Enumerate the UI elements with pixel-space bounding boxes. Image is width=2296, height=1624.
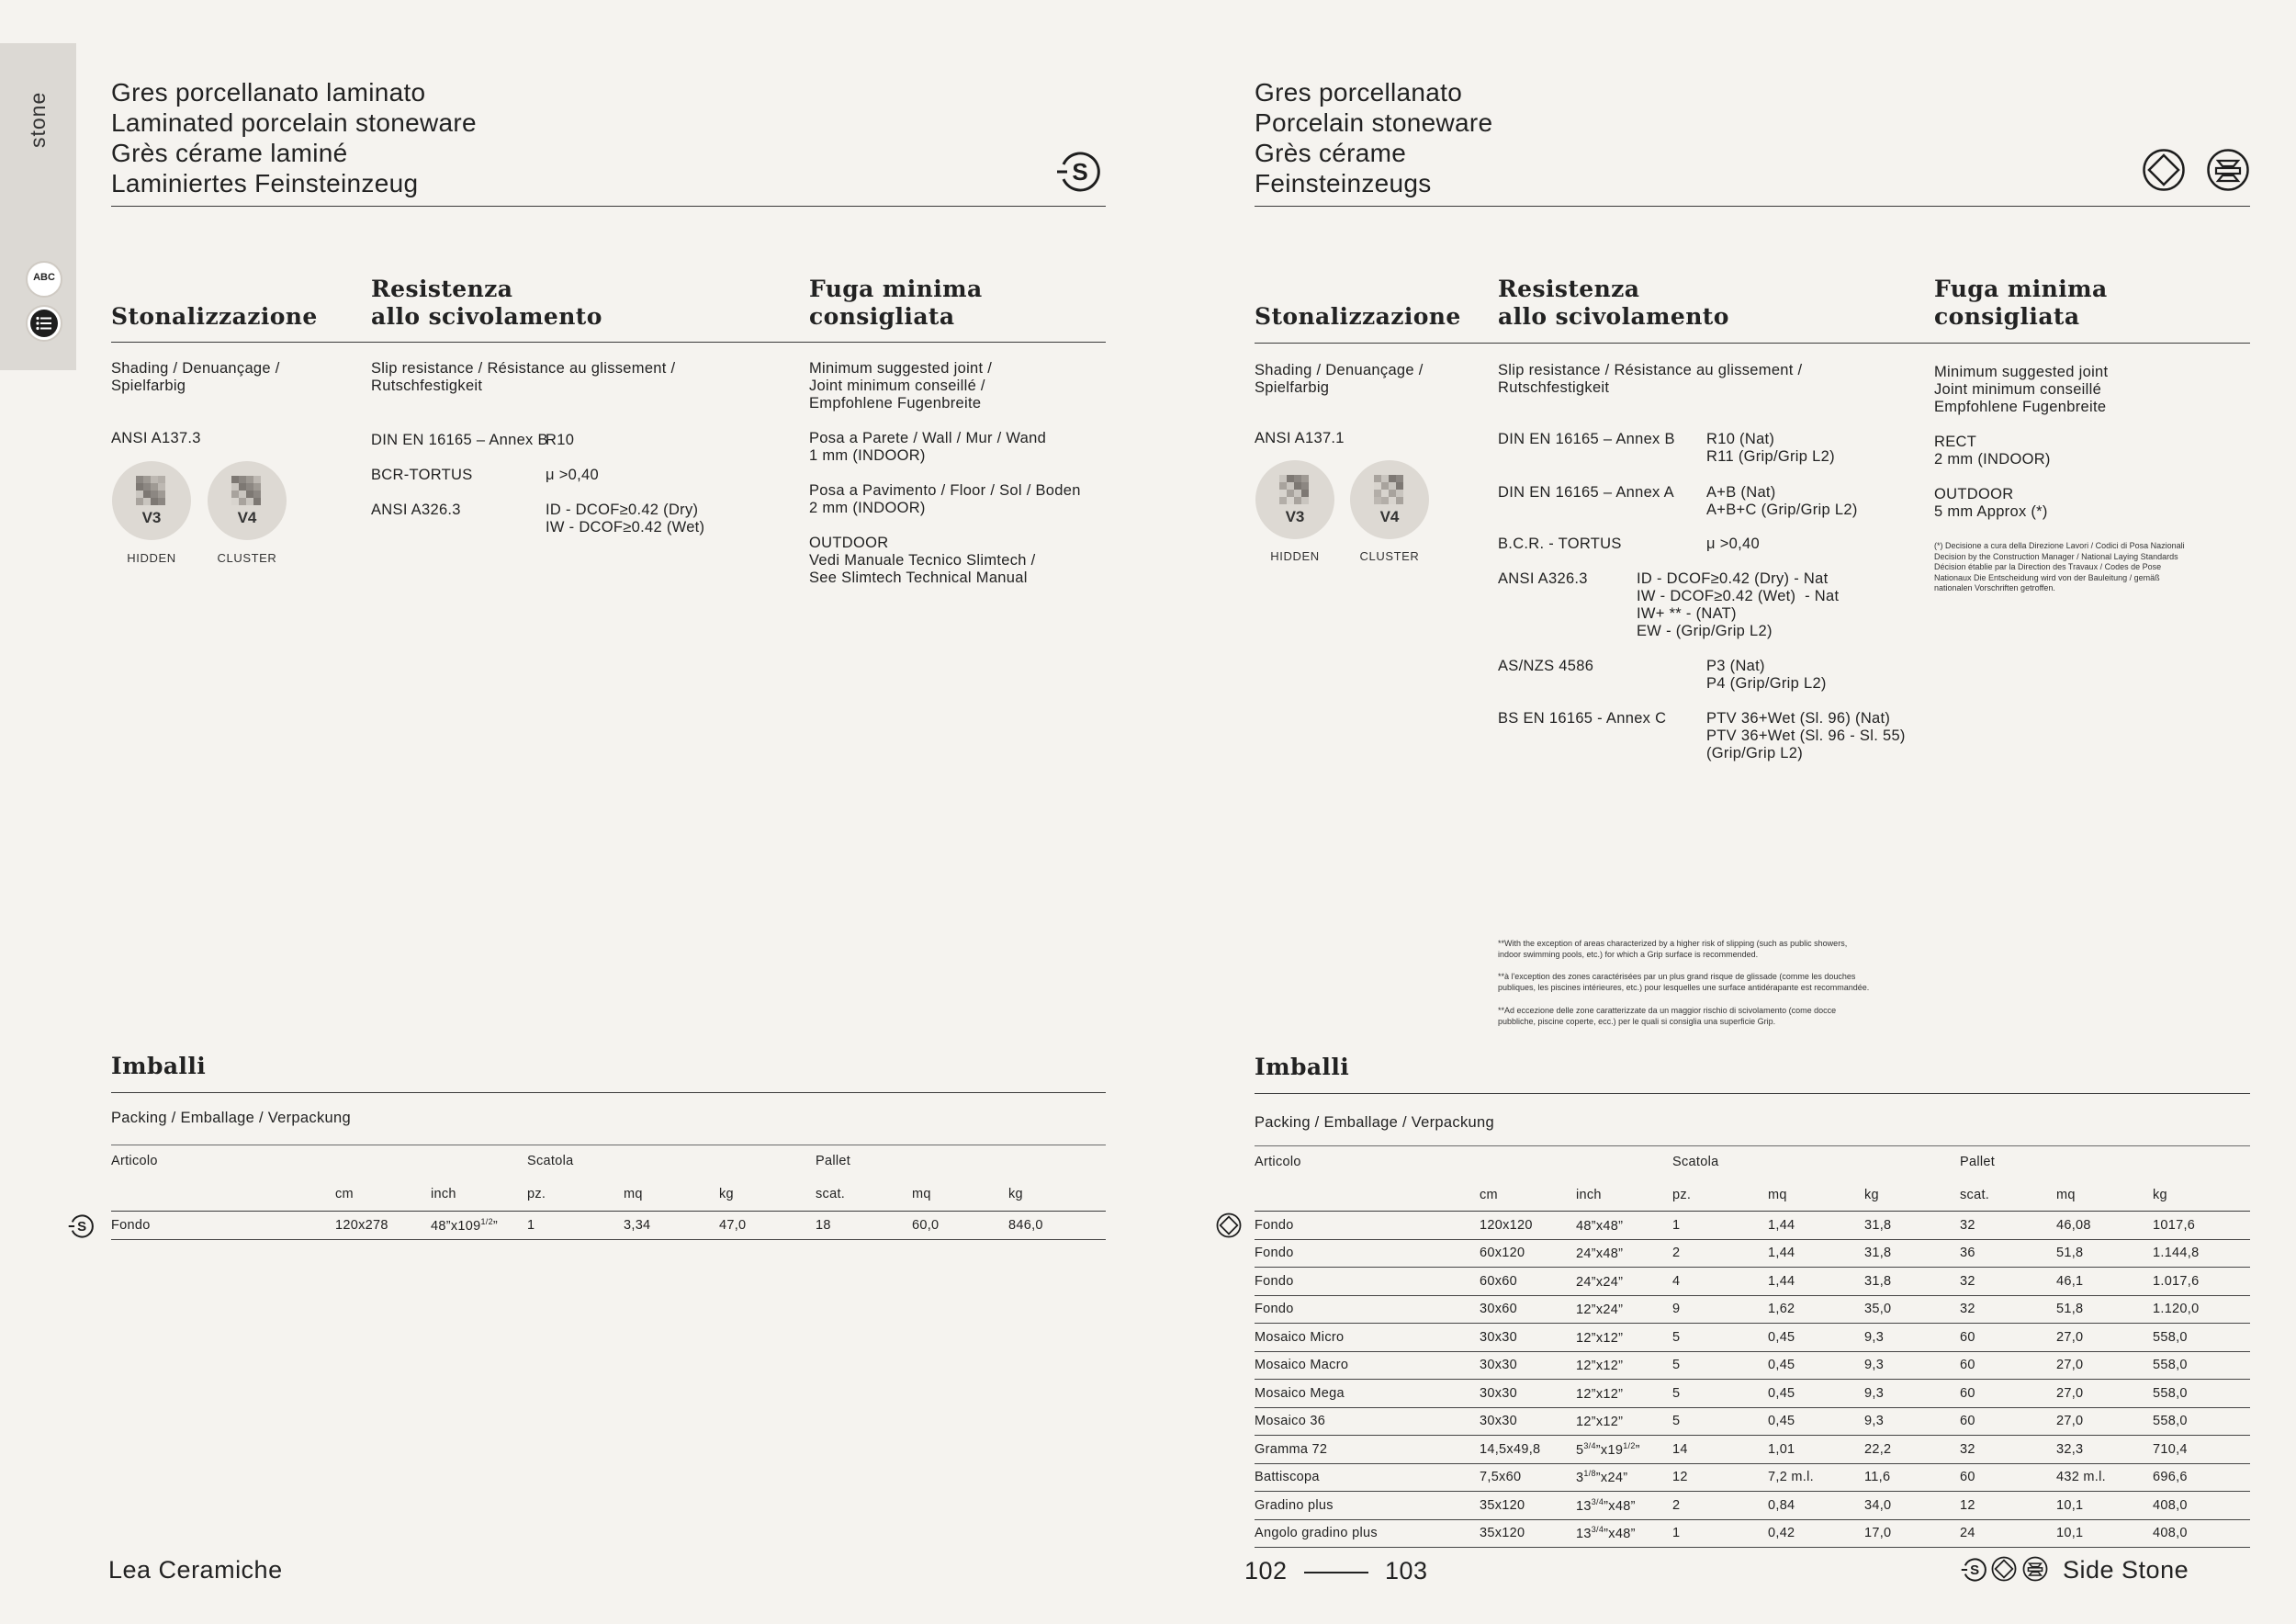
left-ansi-label: ANSI A137.3: [111, 430, 201, 446]
mosaic-icon: [231, 476, 261, 505]
cell-cm: 35x120: [1480, 1519, 1576, 1548]
left-title-en: Laminated porcelain stoneware: [111, 108, 477, 137]
cell-scat: 24: [1960, 1519, 2056, 1548]
slimtech-icon: [67, 1212, 95, 1240]
right-footnote-fr: **à l'exception des zones caractérisées par un plus grand risque de glissade (comme les douches publiques, les piscines intérieures, etc.) pour lesquelles une surface antidérapante est recommandée.: [1498, 972, 1870, 992]
cell-pallet-kg: 846,0: [1008, 1212, 1106, 1239]
svg-text:S: S: [77, 1219, 87, 1235]
page-number-right: 103: [1385, 1557, 1428, 1585]
cell-mq: 1,62: [1768, 1295, 1864, 1324]
cell-article: Mosaico Micro: [1255, 1324, 1480, 1352]
cell-mq: 0,45: [1768, 1380, 1864, 1408]
cell-pz: 4: [1672, 1268, 1768, 1296]
left-h-kg: kg: [719, 1187, 734, 1201]
right-heading-joint-2: consigliata: [1934, 303, 2080, 330]
cell-kg: 9,3: [1864, 1380, 1960, 1408]
cell-pallet-kg: 558,0: [2153, 1351, 2250, 1380]
right-col-pallet: Pallet: [1960, 1155, 1996, 1169]
side-tab-label: stone: [26, 91, 50, 148]
cell-pallet-mq: 27,0: [2056, 1380, 2153, 1408]
table-row: [1255, 1239, 2250, 1268]
cell-article: Battiscopa: [1255, 1463, 1480, 1492]
table-row: [1255, 1407, 2250, 1436]
right-swatch-v4: V4: [1350, 460, 1429, 539]
left-h-scat: scat.: [816, 1187, 846, 1201]
cell-pz: 5: [1672, 1380, 1768, 1408]
cell-pallet-kg: 558,0: [2153, 1324, 2250, 1352]
right-h-mq: mq: [1768, 1188, 1787, 1202]
cell-kg: 31,8: [1864, 1212, 1960, 1239]
cell-mq: 0,45: [1768, 1351, 1864, 1380]
cell-cm: 30x60: [1480, 1295, 1576, 1324]
cell-inch: $48”x109^{1/2}$”: [431, 1212, 527, 1239]
cell-pallet-kg: 710,4: [2153, 1436, 2250, 1464]
left-packing-title: Imballi: [111, 1053, 207, 1079]
table-row: [111, 1212, 1106, 1239]
cell-inch: $13^{3/4}”x48$”: [1576, 1519, 1672, 1548]
cell-scat: 32: [1960, 1295, 2056, 1324]
cell-scat: 18: [816, 1212, 912, 1239]
cell-mq: 1,44: [1768, 1268, 1864, 1296]
right-slip-value-0: R10 (Nat) R11 (Grip/Grip L2): [1706, 431, 1835, 465]
mosaic-icon: [1279, 475, 1309, 504]
cell-scat: 32: [1960, 1268, 2056, 1296]
cell-pallet-kg: 1.144,8: [2153, 1239, 2250, 1268]
diamond-icon: [2142, 148, 2186, 192]
right-slip-value-2: μ >0,40: [1706, 536, 1760, 552]
right-footnote-it: **Ad eccezione delle zone caratterizzate da un maggior rischio di scivolamento (come docce pubbliche, piscine coperte, ecc.) per le quali si consiglia una superficie Grip.: [1498, 1006, 1837, 1026]
right-slip-value-5: PTV 36+Wet (Sl. 96) (Nat) PTV 36+Wet (Sl. 96 - Sl. 55) (Grip/Grip L2): [1706, 710, 1906, 761]
cell-mq: 0,45: [1768, 1324, 1864, 1352]
right-joint-sub: Minimum suggested joint Joint minimum conseillé Empfohlene Fugenbreite: [1934, 364, 2109, 415]
table-row: [1255, 1268, 2250, 1296]
cell-pz: 5: [1672, 1351, 1768, 1380]
right-title-block: [1255, 77, 1492, 198]
left-joint-note-1: Posa a Pavimento / Floor / Sol / Boden 2 mm (INDOOR): [809, 482, 1081, 516]
cell-pallet-kg: 408,0: [2153, 1519, 2250, 1548]
cell-inch: 24”x24”: [1576, 1268, 1672, 1296]
right-table-top-rule: [1255, 1145, 2250, 1146]
left-slip-sub: Slip resistance / Résistance au glissement / Rutschfestigkeit: [371, 360, 676, 394]
cell-cm: 60x120: [1480, 1239, 1576, 1268]
cell-pallet-mq: 27,0: [2056, 1407, 2153, 1436]
right-h-kg: kg: [1864, 1188, 1879, 1202]
cell-inch: 12”x12”: [1576, 1380, 1672, 1408]
cell-scat: 60: [1960, 1380, 2056, 1408]
slimtech-icon: [1054, 148, 1102, 196]
cell-cm: 30x30: [1480, 1324, 1576, 1352]
page-number-left: 102: [1244, 1557, 1288, 1585]
cell-scat: 60: [1960, 1463, 2056, 1492]
left-h-pz: pz.: [527, 1187, 546, 1201]
page-number-divider: [1304, 1572, 1368, 1573]
left-slip-value-2: ID - DCOF≥0.42 (Dry) IW - DCOF≥0.42 (Wet): [546, 502, 705, 536]
cell-pallet-kg: 558,0: [2153, 1407, 2250, 1436]
left-slip-value-0: R10: [546, 432, 575, 448]
right-heading-rule: [1255, 343, 2250, 344]
left-heading-joint-1: Fuga minima: [809, 276, 983, 302]
right-title-de: Feinsteinzeugs: [1255, 169, 1432, 197]
cell-kg: 35,0: [1864, 1295, 1960, 1324]
cell-inch: $3^{1/8}”x24$”: [1576, 1463, 1672, 1492]
cell-article: Gradino plus: [1255, 1492, 1480, 1520]
left-h-mq: mq: [624, 1187, 643, 1201]
mosaic-icon: [136, 476, 165, 505]
right-heading-shading: Stonalizzazione: [1255, 303, 1461, 330]
left-heading-slip-1: Resistenza: [371, 276, 513, 302]
diamond-icon: [1991, 1556, 2017, 1582]
stair-icon: [2022, 1556, 2048, 1582]
cell-cm: 30x30: [1480, 1351, 1576, 1380]
cell-inch: 12”x12”: [1576, 1324, 1672, 1352]
cell-mq: 1,44: [1768, 1212, 1864, 1239]
svg-text:S: S: [1970, 1562, 1980, 1579]
right-h-scat: scat.: [1960, 1188, 1990, 1202]
cell-pallet-mq: 27,0: [2056, 1351, 2153, 1380]
right-h-pallet-mq: mq: [2056, 1188, 2076, 1202]
cell-cm: 7,5x60: [1480, 1463, 1576, 1492]
cell-mq: 0,45: [1768, 1407, 1864, 1436]
left-slip-value-1: μ >0,40: [546, 467, 599, 483]
cell-kg: 31,8: [1864, 1239, 1960, 1268]
cell-inch: 48”x48”: [1576, 1212, 1672, 1239]
left-title-it: Gres porcellanato laminato: [111, 78, 426, 107]
left-joint-note-0: Posa a Parete / Wall / Mur / Wand 1 mm (INDOOR): [809, 430, 1047, 464]
left-heading-rule: [111, 342, 1106, 343]
cell-cm: 60x60: [1480, 1268, 1576, 1296]
cell-cm: 30x30: [1480, 1407, 1576, 1436]
cell-kg: 31,8: [1864, 1268, 1960, 1296]
diamond-icon: [1216, 1212, 1242, 1238]
mosaic-icon: [1374, 475, 1403, 504]
right-swatch-v4-name: CLUSTER: [1359, 549, 1420, 563]
cell-pallet-mq: 432 m.l.: [2056, 1463, 2153, 1492]
cell-mq: 1,44: [1768, 1239, 1864, 1268]
left-title-fr: Grès cérame laminé: [111, 139, 348, 167]
left-packing-rule: [111, 1092, 1106, 1093]
cell-pallet-mq: 27,0: [2056, 1324, 2153, 1352]
cell-pallet-mq: 51,8: [2056, 1295, 2153, 1324]
left-joint-sub: Minimum suggested joint / Joint minimum conseillé / Empfohlene Fugenbreite: [809, 360, 993, 412]
right-slip-label-0: DIN EN 16165 – Annex B: [1498, 431, 1675, 447]
cell-mq: 1,01: [1768, 1436, 1864, 1464]
cell-pallet-mq: 32,3: [2056, 1436, 2153, 1464]
cell-pz: 2: [1672, 1492, 1768, 1520]
right-heading-slip-1: Resistenza: [1498, 276, 1640, 302]
table-row: [1255, 1351, 2250, 1380]
cell-pz: 2: [1672, 1239, 1768, 1268]
left-swatch-v3: V3: [112, 461, 191, 540]
cell-inch: 24”x48”: [1576, 1239, 1672, 1268]
cell-article: Fondo: [1255, 1268, 1480, 1296]
left-shading-sub: Shading / Denuançage / Spielfarbig: [111, 360, 280, 394]
right-packing-table: [1255, 1212, 2250, 1548]
cell-mq: 0,84: [1768, 1492, 1864, 1520]
cell-article: Fondo: [1255, 1212, 1480, 1239]
cell-inch: $13^{3/4}”x48$”: [1576, 1492, 1672, 1520]
right-slip-label-4: AS/NZS 4586: [1498, 658, 1594, 674]
cell-pz: 1: [1672, 1212, 1768, 1239]
table-row: [1255, 1492, 2250, 1520]
cell-kg: 22,2: [1864, 1436, 1960, 1464]
cell-mq: 7,2 m.l.: [1768, 1463, 1864, 1492]
cell-cm: 14,5x49,8: [1480, 1436, 1576, 1464]
left-joint-note-2: OUTDOOR Vedi Manuale Tecnico Slimtech / See Slimtech Technical Manual: [809, 535, 1036, 586]
right-col-article: Articolo: [1255, 1155, 1301, 1169]
left-packing-table: [111, 1212, 1106, 1240]
cell-pz: 14: [1672, 1436, 1768, 1464]
left-slip-label-2: ANSI A326.3: [371, 502, 461, 518]
cell-article: Mosaico Macro: [1255, 1351, 1480, 1380]
cell-article: Gramma 72: [1255, 1436, 1480, 1464]
left-h-inch: inch: [431, 1187, 456, 1201]
table-row: [1255, 1463, 2250, 1492]
cell-cm: 120x278: [335, 1212, 431, 1239]
left-swatch-v3-name: HIDDEN: [127, 551, 176, 565]
right-slip-label-3: ANSI A326.3: [1498, 570, 1588, 587]
right-title-it: Gres porcellanato: [1255, 78, 1463, 107]
cell-pz: 1: [527, 1212, 624, 1239]
right-swatch-v3: V3: [1255, 460, 1334, 539]
footer-brand: Lea Ceramiche: [108, 1556, 283, 1584]
right-joint-note-1: OUTDOOR 5 mm Approx (*): [1934, 486, 2048, 520]
cell-pallet-mq: 60,0: [912, 1212, 1008, 1239]
left-h-pallet-kg: kg: [1008, 1187, 1023, 1201]
right-col-box: Scatola: [1672, 1155, 1719, 1169]
right-swatch-v3-name: HIDDEN: [1270, 549, 1320, 563]
left-col-box: Scatola: [527, 1154, 574, 1168]
right-heading-joint-1: Fuga minima: [1934, 276, 2108, 302]
right-joint-note-0: RECT 2 mm (INDOOR): [1934, 434, 2051, 468]
cell-cm: 30x30: [1480, 1380, 1576, 1408]
cell-scat: 60: [1960, 1407, 2056, 1436]
cell-pallet-kg: 1.120,0: [2153, 1295, 2250, 1324]
right-title-fr: Grès cérame: [1255, 139, 1407, 167]
cell-kg: 11,6: [1864, 1463, 1960, 1492]
cell-article: Fondo: [1255, 1239, 1480, 1268]
right-slip-label-2: B.C.R. - TORTUS: [1498, 536, 1622, 552]
left-h-pallet-mq: mq: [912, 1187, 931, 1201]
left-title-block: [111, 77, 477, 198]
abc-icon[interactable]: ABC: [26, 261, 62, 298]
table-row: [1255, 1212, 2250, 1239]
right-h-cm: cm: [1480, 1188, 1498, 1202]
right-packing-rule: [1255, 1093, 2250, 1094]
cell-pz: 12: [1672, 1463, 1768, 1492]
cell-kg: 9,3: [1864, 1407, 1960, 1436]
left-slip-label-0: DIN EN 16165 – Annex B: [371, 432, 548, 448]
right-slip-value-3: ID - DCOF≥0.42 (Dry) - Nat IW - DCOF≥0.42 (Wet) - Nat IW+ ** - (NAT) EW - (Grip/Grip L2): [1637, 570, 1840, 639]
left-title-de: Laminiertes Feinsteinzeug: [111, 169, 419, 197]
right-ansi-label: ANSI A137.1: [1255, 430, 1345, 446]
cell-pallet-mq: 46,1: [2056, 1268, 2153, 1296]
cell-pallet-mq: 10,1: [2056, 1492, 2153, 1520]
cell-kg: 17,0: [1864, 1519, 1960, 1548]
left-col-pallet: Pallet: [816, 1154, 851, 1168]
cell-article: Fondo: [1255, 1295, 1480, 1324]
left-packing-sub: Packing / Emballage / Verpackung: [111, 1110, 351, 1126]
cell-inch: $5^{3/4}”x19^{1/2}$”: [1576, 1436, 1672, 1464]
cell-pz: 5: [1672, 1324, 1768, 1352]
left-title-rule: [111, 206, 1106, 207]
cell-kg: 9,3: [1864, 1324, 1960, 1352]
footer-collection: Side Stone: [2063, 1556, 2189, 1584]
right-packing-title: Imballi: [1255, 1054, 1350, 1080]
right-slip-value-1: A+B (Nat) A+B+C (Grip/Grip L2): [1706, 484, 1858, 518]
left-slip-label-1: BCR-TORTUS: [371, 467, 473, 483]
left-swatch-v4: V4: [208, 461, 287, 540]
cell-article: Mosaico 36: [1255, 1407, 1480, 1436]
right-title-en: Porcelain stoneware: [1255, 108, 1493, 137]
cell-scat: 60: [1960, 1324, 2056, 1352]
cell-mq: 3,34: [624, 1212, 719, 1239]
cell-pallet-kg: 1017,6: [2153, 1212, 2250, 1239]
right-h-pz: pz.: [1672, 1188, 1692, 1202]
stair-icon: [2206, 148, 2250, 192]
cell-cm: 120x120: [1480, 1212, 1576, 1239]
right-h-pallet-kg: kg: [2153, 1188, 2167, 1202]
cell-pallet-kg: 558,0: [2153, 1380, 2250, 1408]
cell-pallet-kg: 408,0: [2153, 1492, 2250, 1520]
left-swatch-v4-name: CLUSTER: [217, 551, 277, 565]
cell-pallet-mq: 10,1: [2056, 1519, 2153, 1548]
right-joint-footnote: (*) Decisione a cura della Direzione Lavori / Codici di Posa Nazionali Decision by the Construction Manager / National Laying Standards Décision établie par la Direction des Travaux / Codes de Pose Nationaux Die Entscheidung wird von der Bauleitung / gemäß nationalen Vorschriften getroffen.: [1934, 541, 2185, 592]
left-heading-slip-2: allo scivolamento: [371, 303, 602, 330]
cell-scat: 32: [1960, 1436, 2056, 1464]
table-row: [1255, 1380, 2250, 1408]
table-row: [1255, 1295, 2250, 1324]
right-title-rule: [1255, 206, 2250, 207]
cell-inch: 12”x12”: [1576, 1351, 1672, 1380]
table-row: [1255, 1436, 2250, 1464]
cell-mq: 0,42: [1768, 1519, 1864, 1548]
cell-article: Mosaico Mega: [1255, 1380, 1480, 1408]
right-shading-sub: Shading / Denuançage / Spielfarbig: [1255, 362, 1424, 396]
right-slip-sub: Slip resistance / Résistance au glissement / Rutschfestigkeit: [1498, 362, 1803, 396]
table-row: [1255, 1324, 2250, 1352]
cell-pz: 5: [1672, 1407, 1768, 1436]
cell-pallet-mq: 46,08: [2056, 1212, 2153, 1239]
left-heading-shading: Stonalizzazione: [111, 303, 318, 330]
right-slip-label-5: BS EN 16165 - Annex C: [1498, 710, 1667, 727]
left-h-cm: cm: [335, 1187, 354, 1201]
cell-scat: 36: [1960, 1239, 2056, 1268]
cell-pallet-kg: 696,6: [2153, 1463, 2250, 1492]
cell-article: Angolo gradino plus: [1255, 1519, 1480, 1548]
left-col-article: Articolo: [111, 1154, 158, 1168]
cell-pz: 1: [1672, 1519, 1768, 1548]
right-slip-label-1: DIN EN 16165 – Annex A: [1498, 484, 1674, 501]
cell-kg: 47,0: [719, 1212, 816, 1239]
right-slip-value-4: P3 (Nat) P4 (Grip/Grip L2): [1706, 658, 1827, 692]
cell-kg: 9,3: [1864, 1351, 1960, 1380]
right-packing-sub: Packing / Emballage / Verpackung: [1255, 1114, 1494, 1131]
cell-scat: 32: [1960, 1212, 2056, 1239]
cell-cm: 35x120: [1480, 1492, 1576, 1520]
cell-pallet-kg: 1.017,6: [2153, 1268, 2250, 1296]
list-icon[interactable]: [26, 305, 62, 342]
svg-text:S: S: [1072, 158, 1088, 186]
right-h-inch: inch: [1576, 1188, 1602, 1202]
right-heading-slip-2: allo scivolamento: [1498, 303, 1729, 330]
cell-scat: 60: [1960, 1351, 2056, 1380]
cell-pz: 9: [1672, 1295, 1768, 1324]
cell-scat: 12: [1960, 1492, 2056, 1520]
slimtech-icon: [1960, 1556, 1987, 1584]
cell-pallet-mq: 51,8: [2056, 1239, 2153, 1268]
cell-inch: 12”x12”: [1576, 1407, 1672, 1436]
right-footnote-en: **With the exception of areas characterized by a higher risk of slipping (such as public showers, indoor swimming pools, etc.) for which a Grip surface is recommended.: [1498, 939, 1848, 959]
table-row: [1255, 1519, 2250, 1548]
cell-article: Fondo: [111, 1212, 335, 1239]
cell-kg: 34,0: [1864, 1492, 1960, 1520]
left-heading-joint-2: consigliata: [809, 303, 955, 330]
cell-inch: 12”x24”: [1576, 1295, 1672, 1324]
